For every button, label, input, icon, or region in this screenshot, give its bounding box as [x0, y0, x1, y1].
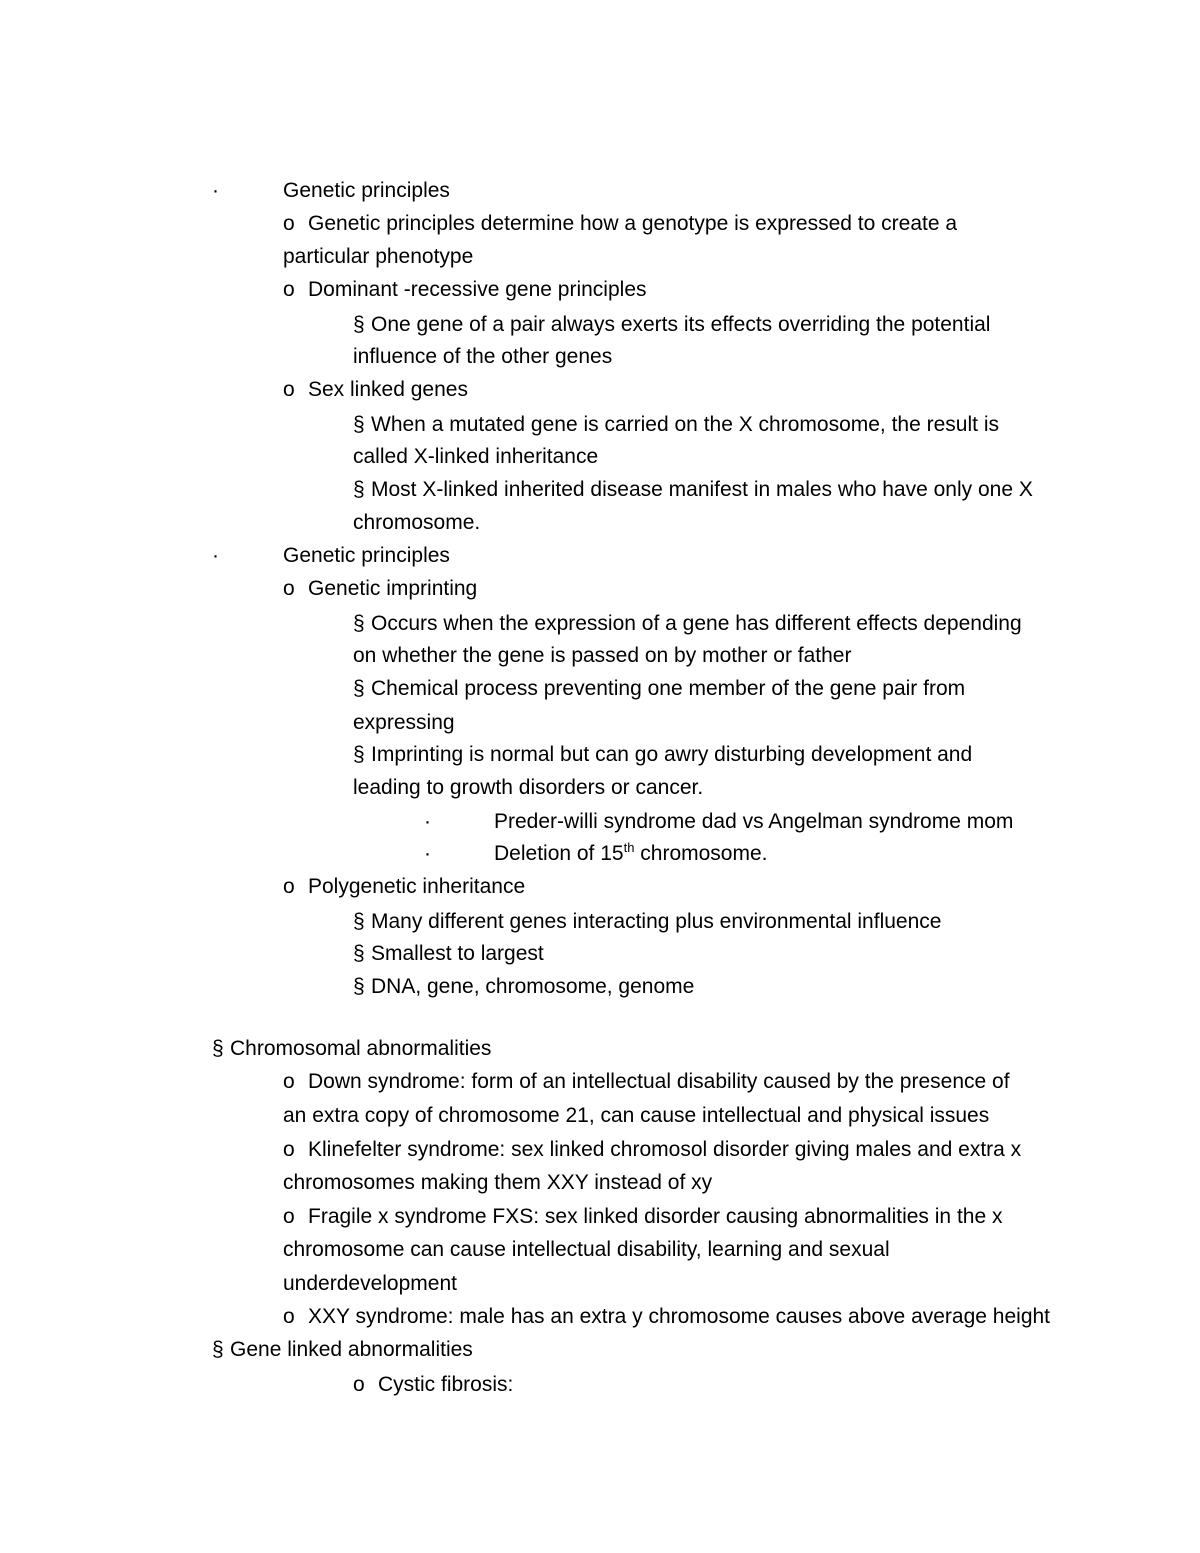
bullet-dot: · — [212, 544, 219, 567]
list-item-text: Occurs when the expression of a gene has different effects depending — [371, 612, 1022, 635]
section-heading: Genetic principles — [283, 179, 450, 202]
section-heading: Genetic principles — [283, 544, 450, 567]
list-item-text: called X-linked inheritance — [353, 445, 599, 468]
list-item-text: particular phenotype — [283, 245, 474, 268]
list-item-text: Smallest to largest — [371, 942, 544, 965]
list-item-text: Most X-linked inherited disease manifest in males who have only one X — [371, 478, 1033, 501]
bullet-circle: o — [283, 875, 295, 898]
bullet-circle: o — [283, 378, 295, 401]
list-item-text: Many different genes interacting plus environmental influence — [371, 910, 942, 933]
section-heading: Chromosomal abnormalities — [230, 1037, 492, 1060]
list-item-text: Down syndrome: form of an intellectual disability caused by the presence of — [308, 1070, 1010, 1093]
list-item-text: Imprinting is normal but can go awry disturbing development and — [371, 743, 973, 766]
superscript: th — [623, 840, 635, 855]
bullet-circle: o — [283, 212, 295, 235]
bullet-section: § — [212, 1037, 224, 1060]
list-item-text: chromosomes making them XXY instead of xy — [283, 1171, 713, 1194]
bullet-section: § — [353, 975, 365, 998]
list-item-text — [494, 837, 767, 870]
bullet-circle: o — [283, 577, 295, 600]
list-item-text: chromosome can cause intellectual disability, learning and sexual — [283, 1238, 890, 1261]
bullet-dot: · — [424, 842, 431, 865]
bullet-section: § — [353, 612, 365, 635]
list-item-text: When a mutated gene is carried on the X chromosome, the result is — [371, 413, 999, 436]
list-item-text: Genetic principles determine how a genotype is expressed to create a — [308, 212, 958, 235]
bullet-section: § — [353, 413, 365, 436]
list-item-text: Preder-willi syndrome dad vs Angelman syndrome mom — [494, 810, 1014, 833]
bullet-section: § — [353, 743, 365, 766]
list-item-text: Cystic fibrosis: — [378, 1373, 514, 1396]
list-item-text: Sex linked genes — [308, 378, 468, 401]
text-fragment: Deletion of 15 — [494, 842, 624, 865]
list-item-text: influence of the other genes — [353, 345, 613, 368]
bullet-circle: o — [353, 1373, 365, 1396]
text-fragment: chromosome. — [634, 842, 768, 865]
bullet-dot: · — [212, 179, 219, 202]
list-item-text: underdevelopment — [283, 1272, 457, 1295]
section-heading: Gene linked abnormalities — [230, 1338, 473, 1361]
bullet-circle: o — [283, 1070, 295, 1093]
bullet-section: § — [212, 1338, 224, 1361]
bullet-dot: · — [424, 810, 431, 833]
list-item-text: Chemical process preventing one member of the gene pair from — [371, 677, 966, 700]
bullet-circle: o — [283, 1305, 295, 1328]
list-item-text: Fragile x syndrome FXS: sex linked disorder causing abnormalities in the x — [308, 1205, 1003, 1228]
list-item-text: One gene of a pair always exerts its effects overriding the potential — [371, 313, 991, 336]
bullet-section: § — [353, 910, 365, 933]
list-item-text: Genetic imprinting — [308, 577, 478, 600]
list-item-text: Polygenetic inheritance — [308, 875, 526, 898]
bullet-section: § — [353, 942, 365, 965]
list-item-text: Klinefelter syndrome: sex linked chromosol disorder giving males and extra x — [308, 1138, 1022, 1161]
list-item-text: XXY syndrome: male has an extra y chromosome causes above average height — [308, 1305, 1051, 1328]
bullet-section: § — [353, 677, 365, 700]
bullet-circle: o — [283, 1138, 295, 1161]
list-item-text: leading to growth disorders or cancer. — [353, 776, 704, 799]
list-item-text: an extra copy of chromosome 21, can cause intellectual and physical issues — [283, 1104, 990, 1127]
list-item-text: DNA, gene, chromosome, genome — [371, 975, 695, 998]
bullet-section: § — [353, 478, 365, 501]
bullet-section: § — [353, 313, 365, 336]
list-item-text: chromosome. — [353, 511, 481, 534]
list-item-text: Dominant -recessive gene principles — [308, 278, 647, 301]
bullet-circle: o — [283, 1205, 295, 1228]
list-item-text: on whether the gene is passed on by mother or father — [353, 644, 852, 667]
bullet-circle: o — [283, 278, 295, 301]
list-item-text: expressing — [353, 711, 455, 734]
